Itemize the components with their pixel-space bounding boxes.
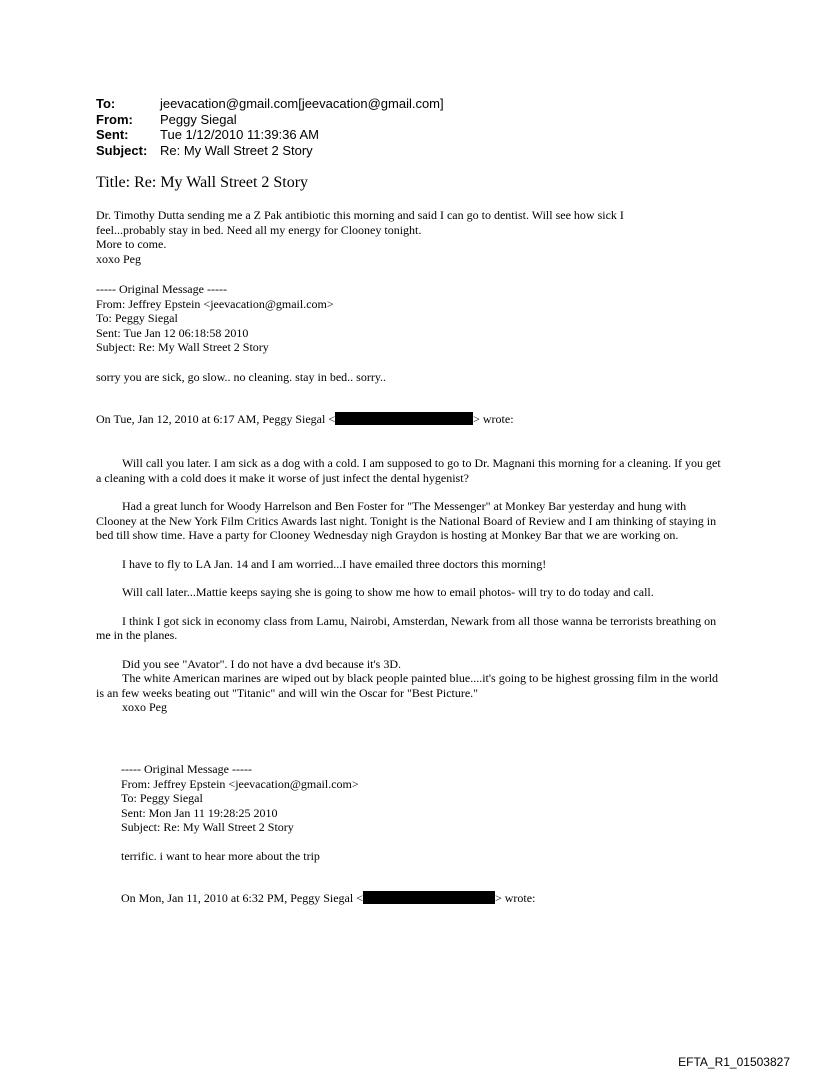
reply-body bbox=[96, 208, 736, 266]
to-row bbox=[96, 96, 444, 112]
original-body-1: sorry you are sick, go slow.. no cleaning. stay in bed.. sorry.. bbox=[96, 370, 387, 384]
original-message-1 bbox=[96, 282, 736, 355]
original-from: From: Jeffrey Epstein <jeevacation@gmail.com> bbox=[96, 296, 334, 311]
quote-intro-text: On Tue, Jan 12, 2010 at 6:17 AM, Peggy Siegal < bbox=[96, 412, 336, 426]
quoted-signoff: xoxo Peg bbox=[122, 700, 167, 714]
original-subject: Subject: Re: My Wall Street 2 Story bbox=[96, 340, 269, 354]
sent-row bbox=[96, 127, 444, 143]
quoted-paragraph: Will call later...Mattie keeps saying she is going to show me how to email photos- will try to do today and call. bbox=[122, 585, 654, 599]
subject-value: Re: My Wall Street 2 Story bbox=[160, 142, 313, 158]
original-to: To: Peggy Siegal bbox=[96, 311, 178, 325]
reply-line: xoxo Peg bbox=[96, 251, 141, 266]
to-value: jeevacation@gmail.com[jeevacation@gmail.com] bbox=[160, 96, 444, 111]
quoted-message-1 bbox=[96, 456, 724, 715]
sent-value: Tue 1/12/2010 11:39:36 AM bbox=[160, 127, 320, 142]
email-title: Title: Re: My Wall Street 2 Story bbox=[96, 174, 309, 191]
reply-line: Dr. Timothy Dutta sending me a Z Pak antibiotic this morning and said I can go to dentist. Will see how sick I bbox=[96, 208, 624, 222]
quoted-paragraph: I think I got sick in economy class from Lamu, Nairobi, Amsterdan, Newark from all those wanna be terrorists breathing on me in the planes. bbox=[96, 613, 717, 642]
redaction-block bbox=[363, 891, 495, 904]
subject-row bbox=[96, 143, 444, 159]
quote-intro-text: On Mon, Jan 11, 2010 at 6:32 PM, Peggy Siegal < bbox=[121, 891, 363, 905]
original-sent: Sent: Tue Jan 12 06:18:58 2010 bbox=[96, 325, 249, 340]
sent-label: Sent: bbox=[96, 127, 129, 142]
original-message-2 bbox=[121, 762, 741, 835]
original-body-2: terrific. i want to hear more about the trip bbox=[121, 849, 320, 863]
quoted-paragraph: Did you see "Avator". I do not have a dvd because it's 3D. bbox=[122, 656, 401, 671]
reply-line: feel...probably stay in bed. Need all my energy for Clooney tonight. bbox=[96, 222, 422, 237]
original-subject: Subject: Re: My Wall Street 2 Story bbox=[121, 820, 294, 834]
quote-intro-1 bbox=[96, 412, 736, 427]
subject-label: Subject: bbox=[96, 142, 148, 158]
to-label: To: bbox=[96, 96, 116, 111]
quoted-paragraph: Will call you later. I am sick as a dog with a cold. I am supposed to go to Dr. Magnani this morning for a cleaning. If you get a cleaning with a cold does it make it worse of just infect the dental hygenist? bbox=[96, 456, 721, 485]
original-to: To: Peggy Siegal bbox=[121, 791, 203, 805]
original-divider: ----- Original Message ----- bbox=[121, 762, 252, 776]
reply-line: More to come. bbox=[96, 237, 167, 251]
redaction-block bbox=[335, 412, 473, 425]
original-divider: ----- Original Message ----- bbox=[96, 282, 227, 296]
quote-intro-wrote: > wrote: bbox=[495, 891, 536, 905]
quoted-paragraph: Had a great lunch for Woody Harrelson and Ben Foster for "The Messenger" at Monkey Bar yesterday and hung with Clooney at the New York Film Critics Awards last night. Tonight is the National Board of Review and I am thinking of staying in bed till show time. Have a party for Clooney Wednesday nigh Graydon is hosting at Monkey Bar that we are working on. bbox=[96, 499, 717, 542]
original-from: From: Jeffrey Epstein <jeevacation@gmail.com> bbox=[121, 776, 359, 791]
from-row bbox=[96, 112, 444, 128]
quoted-paragraph: I have to fly to LA Jan. 14 and I am worried...I have emailed three doctors this morning! bbox=[122, 556, 547, 571]
from-label: From: bbox=[96, 111, 133, 127]
from-value: Peggy Siegal bbox=[160, 111, 237, 127]
email-header bbox=[96, 96, 444, 158]
original-sent: Sent: Mon Jan 11 19:28:25 2010 bbox=[121, 805, 278, 820]
quoted-paragraph: The white American marines are wiped out by black people painted blue....it's going to be highest grossing film in the world is an few weeks beating out "Titanic" and will win the Oscar for "Best Picture." bbox=[96, 671, 719, 700]
quote-intro-2 bbox=[121, 891, 741, 906]
document-id-footer: EFTA_R1_01503827 bbox=[678, 1055, 790, 1069]
quote-intro-wrote: > wrote: bbox=[473, 412, 514, 426]
